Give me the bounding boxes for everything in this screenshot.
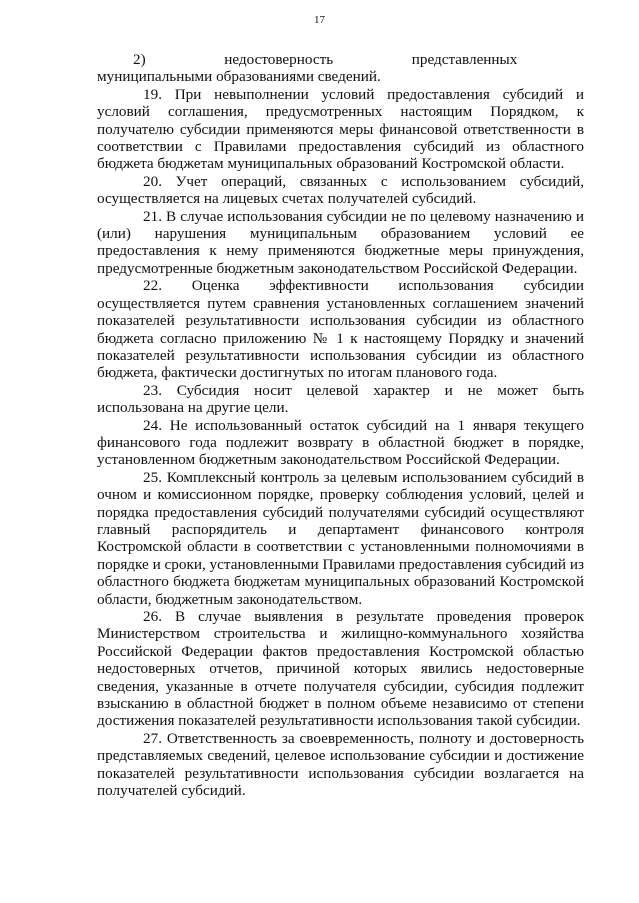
paragraph-24: 24. Не использованный остаток субсидий на 1 января текущего финансового года подлежит возврату в областной бюджет в порядке, установленном бюджетным законодательством Российской Федерации. [97,416,584,469]
page-number: 17 [314,14,325,26]
paragraph-20: 20. Учет операций, связанных с использованием субсидий, осуществляется на лицевых счетах получателей субсидий. [97,172,584,208]
paragraph-21: 21. В случае использования субсидии не по целевому назначению и (или) нарушения муниципальным образованием условий ее предоставления к нему применяются бюджетные меры принуждения, предусмотренные бюджетным законодательством Российской Федерации. [97,207,584,277]
paragraph-25: 25. Комплексный контроль за целевым использованием субсидий в очном и комиссионном порядке, проверку соблюдения условий, целей и порядка предоставления субсидий получателями субсидий осуществляют главный распорядитель и департамент финансового контроля Костромской области в соответствии с установленными полномочиями в порядке и сроки, установленными Правилами предоставления субсидий из областного бюджета бюджетам муниципальных образований Костромской области, бюджетным законодательством. [97,468,584,608]
paragraph-item-2: 2) недостоверность представленных муниципальными образованиями сведений. [97,51,584,86]
document-body [97,51,584,799]
paragraph-23: 23. Субсидия носит целевой характер и не может быть использована на другие цели. [97,381,584,417]
paragraph-27: 27. Ответственность за своевременность, полноту и достоверность представляемых сведений, целевое использование субсидии и достижение показателей результативности использования субсидии возлагается на получателей субсидий. [97,729,584,800]
paragraph-22: 22. Оценка эффективности использования субсидии осуществляется путем сравнения установленных соглашением значений показателей результативности использования субсидии из областного бюджета согласно приложению № 1 к настоящему Порядку и значений показателей результативности использования субсидии из областного бюджета, фактически достигнутых по итогам планового года. [97,277,584,382]
paragraph-19: 19. При невыполнении условий предоставления субсидий и условий соглашения, предусмотренных настоящим Порядком, к получателю субсидии применяются меры финансовой ответственности в соответствии с Правилами предоставления субсидий из областного бюджета бюджетам муниципальных образований Костромской области. [97,85,584,173]
paragraph-26: 26. В случае выявления в результате проведения проверок Министерством строительства и жилищно-коммунального хозяйства Российской Федерации фактов предоставления Костромской областью недостоверных отчетов, причиной которых явились недостоверные сведения, указанные в отчете получателя субсидии, субсидия подлежит взысканию в областной бюджет в полном объеме независимо от степени достижения показателей результативности использования такой субсидии. [97,608,584,730]
